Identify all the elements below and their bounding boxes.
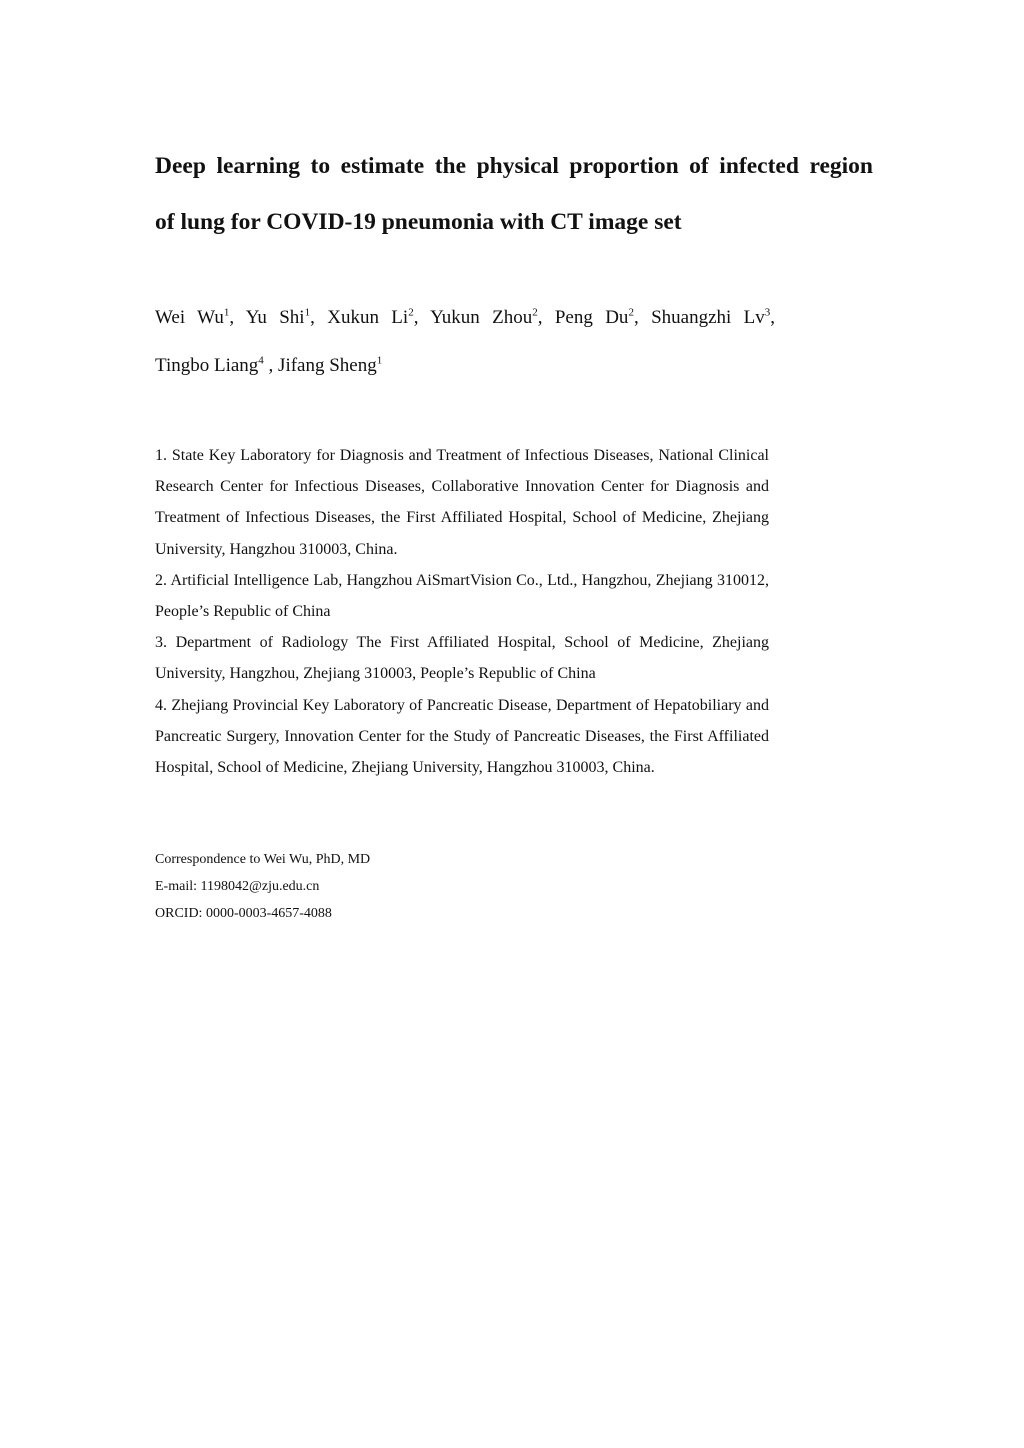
author: Yu Shi$^1$, bbox=[245, 306, 328, 328]
author: Peng Du$^2$, bbox=[554, 306, 652, 328]
affiliation-list bbox=[155, 440, 769, 783]
correspondence-block bbox=[155, 846, 655, 927]
paper-title-line-2: of lung for COVID-19 pneumonia with CT image set bbox=[155, 209, 682, 235]
affiliation-item: 4. Zhejiang Provincial Key Laboratory of Pancreatic Disease, Department of Hepatobiliary and Pancreatic Surgery, Innovation Center for the Study of Pancreatic Diseases, the First Affiliated Hospital, School of Medicine, Zhejiang University, Hangzhou 310003, China. bbox=[155, 696, 769, 777]
author-row-1 bbox=[155, 294, 775, 342]
paper-title-line-1: Deep learning to estimate the physical proportion of infected region bbox=[155, 153, 873, 179]
paper-title bbox=[155, 138, 873, 250]
author: Tingbo Liang$^4$ , bbox=[155, 354, 279, 376]
correspondence-email: E-mail: 1198042@zju.edu.cn bbox=[155, 879, 320, 894]
author-row-2 bbox=[155, 342, 775, 390]
author-list bbox=[155, 294, 775, 390]
author: Wei Wu$^1$, bbox=[155, 306, 246, 328]
author: Yukun Zhou$^2$, bbox=[430, 306, 555, 328]
affiliation-item: 2. Artificial Intelligence Lab, Hangzhou AiSmartVision Co., Ltd., Hangzhou, Zhejiang 310012, People’s Republic of China bbox=[155, 571, 769, 621]
affiliation-item: 1. State Key Laboratory for Diagnosis and Treatment of Infectious Diseases, National Clinical Research Center for Infectious Diseases, Collaborative Innovation Center for Diagnosis and Treatment of Infectious Diseases, the First Affiliated Hospital, School of Medicine, Zhejiang University, Hangzhou 310003, China. bbox=[155, 447, 769, 558]
author: Jifang Sheng$^1$ bbox=[278, 354, 383, 376]
affiliation-item: 3. Department of Radiology The First Affiliated Hospital, School of Medicine, Zhejiang University, Hangzhou, Zhejiang 310003, People’s Republic of China bbox=[155, 634, 769, 683]
correspondence-orcid: ORCID: 0000-0003-4657-4088 bbox=[155, 906, 332, 921]
author: Xukun Li$^2$, bbox=[327, 306, 431, 328]
correspondence-line: Correspondence to Wei Wu, PhD, MD bbox=[155, 852, 371, 867]
author: Shuangzhi Lv$^3$, bbox=[651, 306, 776, 328]
